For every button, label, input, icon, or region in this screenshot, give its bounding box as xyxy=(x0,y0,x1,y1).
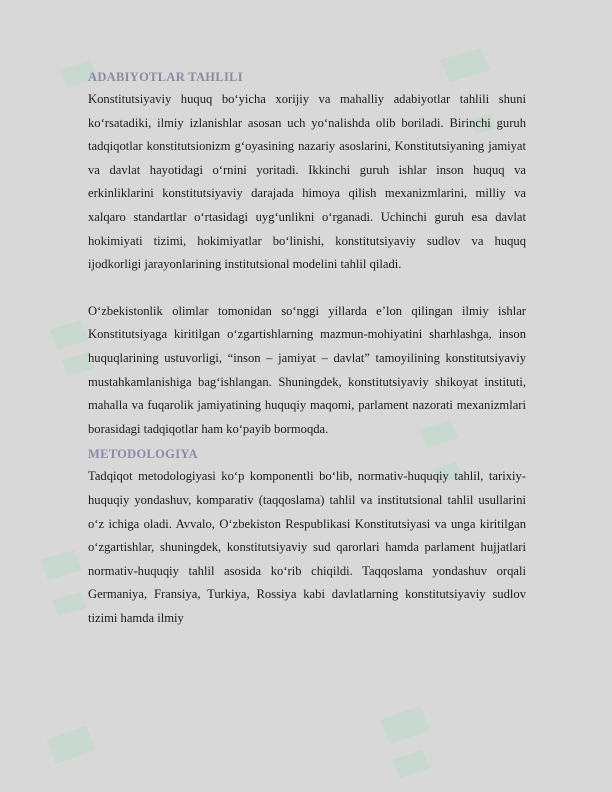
paragraph-literature-2: O‘zbekistonlik olimlar tomonidan so‘nggi yillarda e’lon qilingan ilmiy ishlar Konstitutsiyaga kiritilgan o‘zgartishlarning mazmun-mohiyatini sharhlashga, inson huquqlarining ustuvorligi, “inson – jamiyat – davlat” tamoyilining konstitutsiyaviy mustahkamlanishiga bag‘ishlangan. Shuningdek, konstitutsiyaviy shikoyat instituti, mahalla va fuqarolik jamiyatining huquqiy maqomi, parlament nazorati mexanizmlari borasidagi tadqiqotlar ham ko‘payib bormoqda. xyxy=(88,303,526,436)
paragraph-literature-1: Konstitutsiyaviy huquq bo‘yicha xorijiy va mahalliy adabiyotlar tahlili shuni ko‘rsatadiki, ilmiy izlanishlar asosan uch yo‘nalishda olib boriladi. Birinchi guruh tadqiqotlar konstitutsionizm g‘oyasining nazariy asoslarini, Konstitutsiyaning jamiyat va davlat hayotidagi o‘rnini yoritadi. Ikkinchi guruh ishlar inson huquq va erkinliklarini konstitutsiyaviy darajada himoya qilish mexanizmlarini, milliy va xalqaro standartlar o‘rtasidagi uyg‘unlikni o‘rganadi. Uchinchi guruh esa davlat hokimiyati tizimi, hokimiyatlar bo‘linishi, konstitutsiyaviy sudlov va huquq ijodkorligi jarayonlarining institutsional modelini tahlil qiladi. xyxy=(88,92,526,272)
document-body xyxy=(88,70,526,630)
section-heading-methodology: METODOLOGIYA xyxy=(88,447,198,462)
paragraph-methodology-1: Tadqiqot metodologiyasi ko‘p komponentli bo‘lib, normativ-huquqiy tahlil, tarixiy-huquqiy yondashuv, komparativ (taqqoslama) tahlil va institutsional tahlil usullarini o‘z ichiga oladi. Avvalo, O‘zbekiston Respublikasi Konstitutsiyasi va unga kiritilgan o‘zgartishlar, shuningdek, konstitutsiyaviy sud qarorlari hamda parlament hujjatlari normativ-huquqiy tahlil asosida ko‘rib chiqildi. Taqqoslama yondashuv orqali Germaniya, Fransiya, Turkiya, Rossiya kabi davlatlarning konstitutsiyaviy sudlov tizimi hamda ilmiy xyxy=(88,469,526,625)
paragraph-spacer xyxy=(88,277,526,300)
section-heading-literature: ADABIYOTLAR TAHLILI xyxy=(88,70,243,84)
